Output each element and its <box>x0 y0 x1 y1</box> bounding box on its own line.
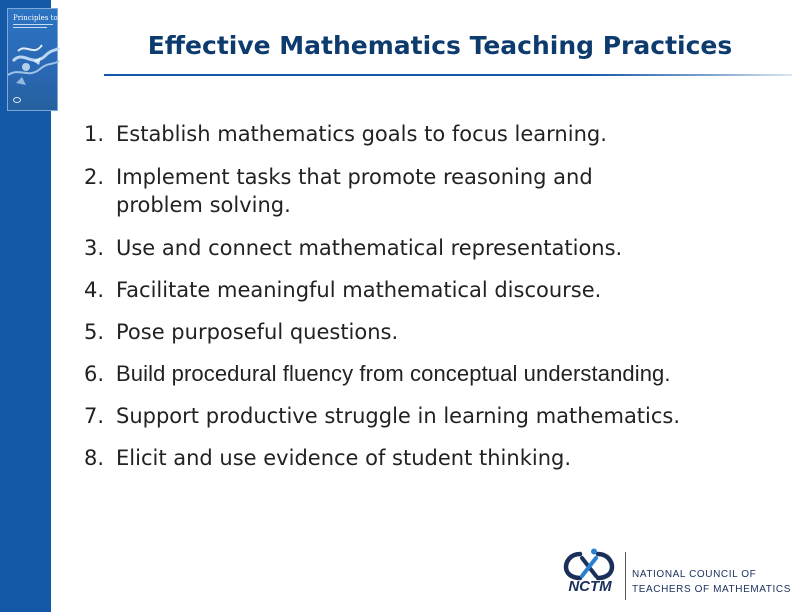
list-item-number: 5. <box>84 320 105 344</box>
nctm-name-line-2: TEACHERS OF MATHEMATICS <box>632 584 791 595</box>
nctm-name-line-1: NATIONAL COUNCIL OF <box>632 569 757 580</box>
title-underline <box>104 74 792 76</box>
list-item <box>84 234 784 262</box>
list-item-number: 4. <box>84 278 105 302</box>
book-cover-subtitle-lines <box>13 23 55 31</box>
list-item <box>84 318 784 346</box>
book-cover-publisher-icon <box>13 97 21 103</box>
list-item-text: Support productive struggle in learning mathematics. <box>116 404 681 428</box>
list-item-text: Elicit and use evidence of student thinking. <box>116 446 572 470</box>
list-item-number: 3. <box>84 236 105 260</box>
list-item-text: Build procedural fluency from conceptual understanding. <box>116 361 671 386</box>
list-item-text: Facilitate meaningful mathematical discourse. <box>116 278 602 302</box>
list-item-text: Use and connect mathematical representations. <box>116 236 623 260</box>
practice-list <box>84 120 784 472</box>
list-item <box>84 163 784 219</box>
nctm-abbreviation: NCTM <box>568 578 612 595</box>
list-item <box>84 120 784 148</box>
book-cover-art-icon <box>8 31 59 91</box>
list-item-text: Implement tasks that promote reasoning and problem solving. <box>116 165 593 217</box>
book-cover-title: Principles to Actions <box>13 14 87 22</box>
list-item <box>84 360 784 388</box>
nctm-divider <box>625 552 626 600</box>
list-item-number: 6. <box>84 362 105 386</box>
list-item <box>84 444 784 472</box>
list-item-text: Establish mathematics goals to focus learning. <box>116 122 607 146</box>
nctm-logo <box>558 548 791 604</box>
list-item-number: 1. <box>84 122 105 146</box>
list-item <box>84 276 784 304</box>
list-item-number: 7. <box>84 404 105 428</box>
list-item-text: Pose purposeful questions. <box>116 320 399 344</box>
list-item <box>84 402 784 430</box>
slide-title: Effective Mathematics Teaching Practices <box>147 31 733 60</box>
book-cover-icon <box>7 8 87 111</box>
list-item-number: 8. <box>84 446 105 470</box>
list-item-number: 2. <box>84 165 105 189</box>
